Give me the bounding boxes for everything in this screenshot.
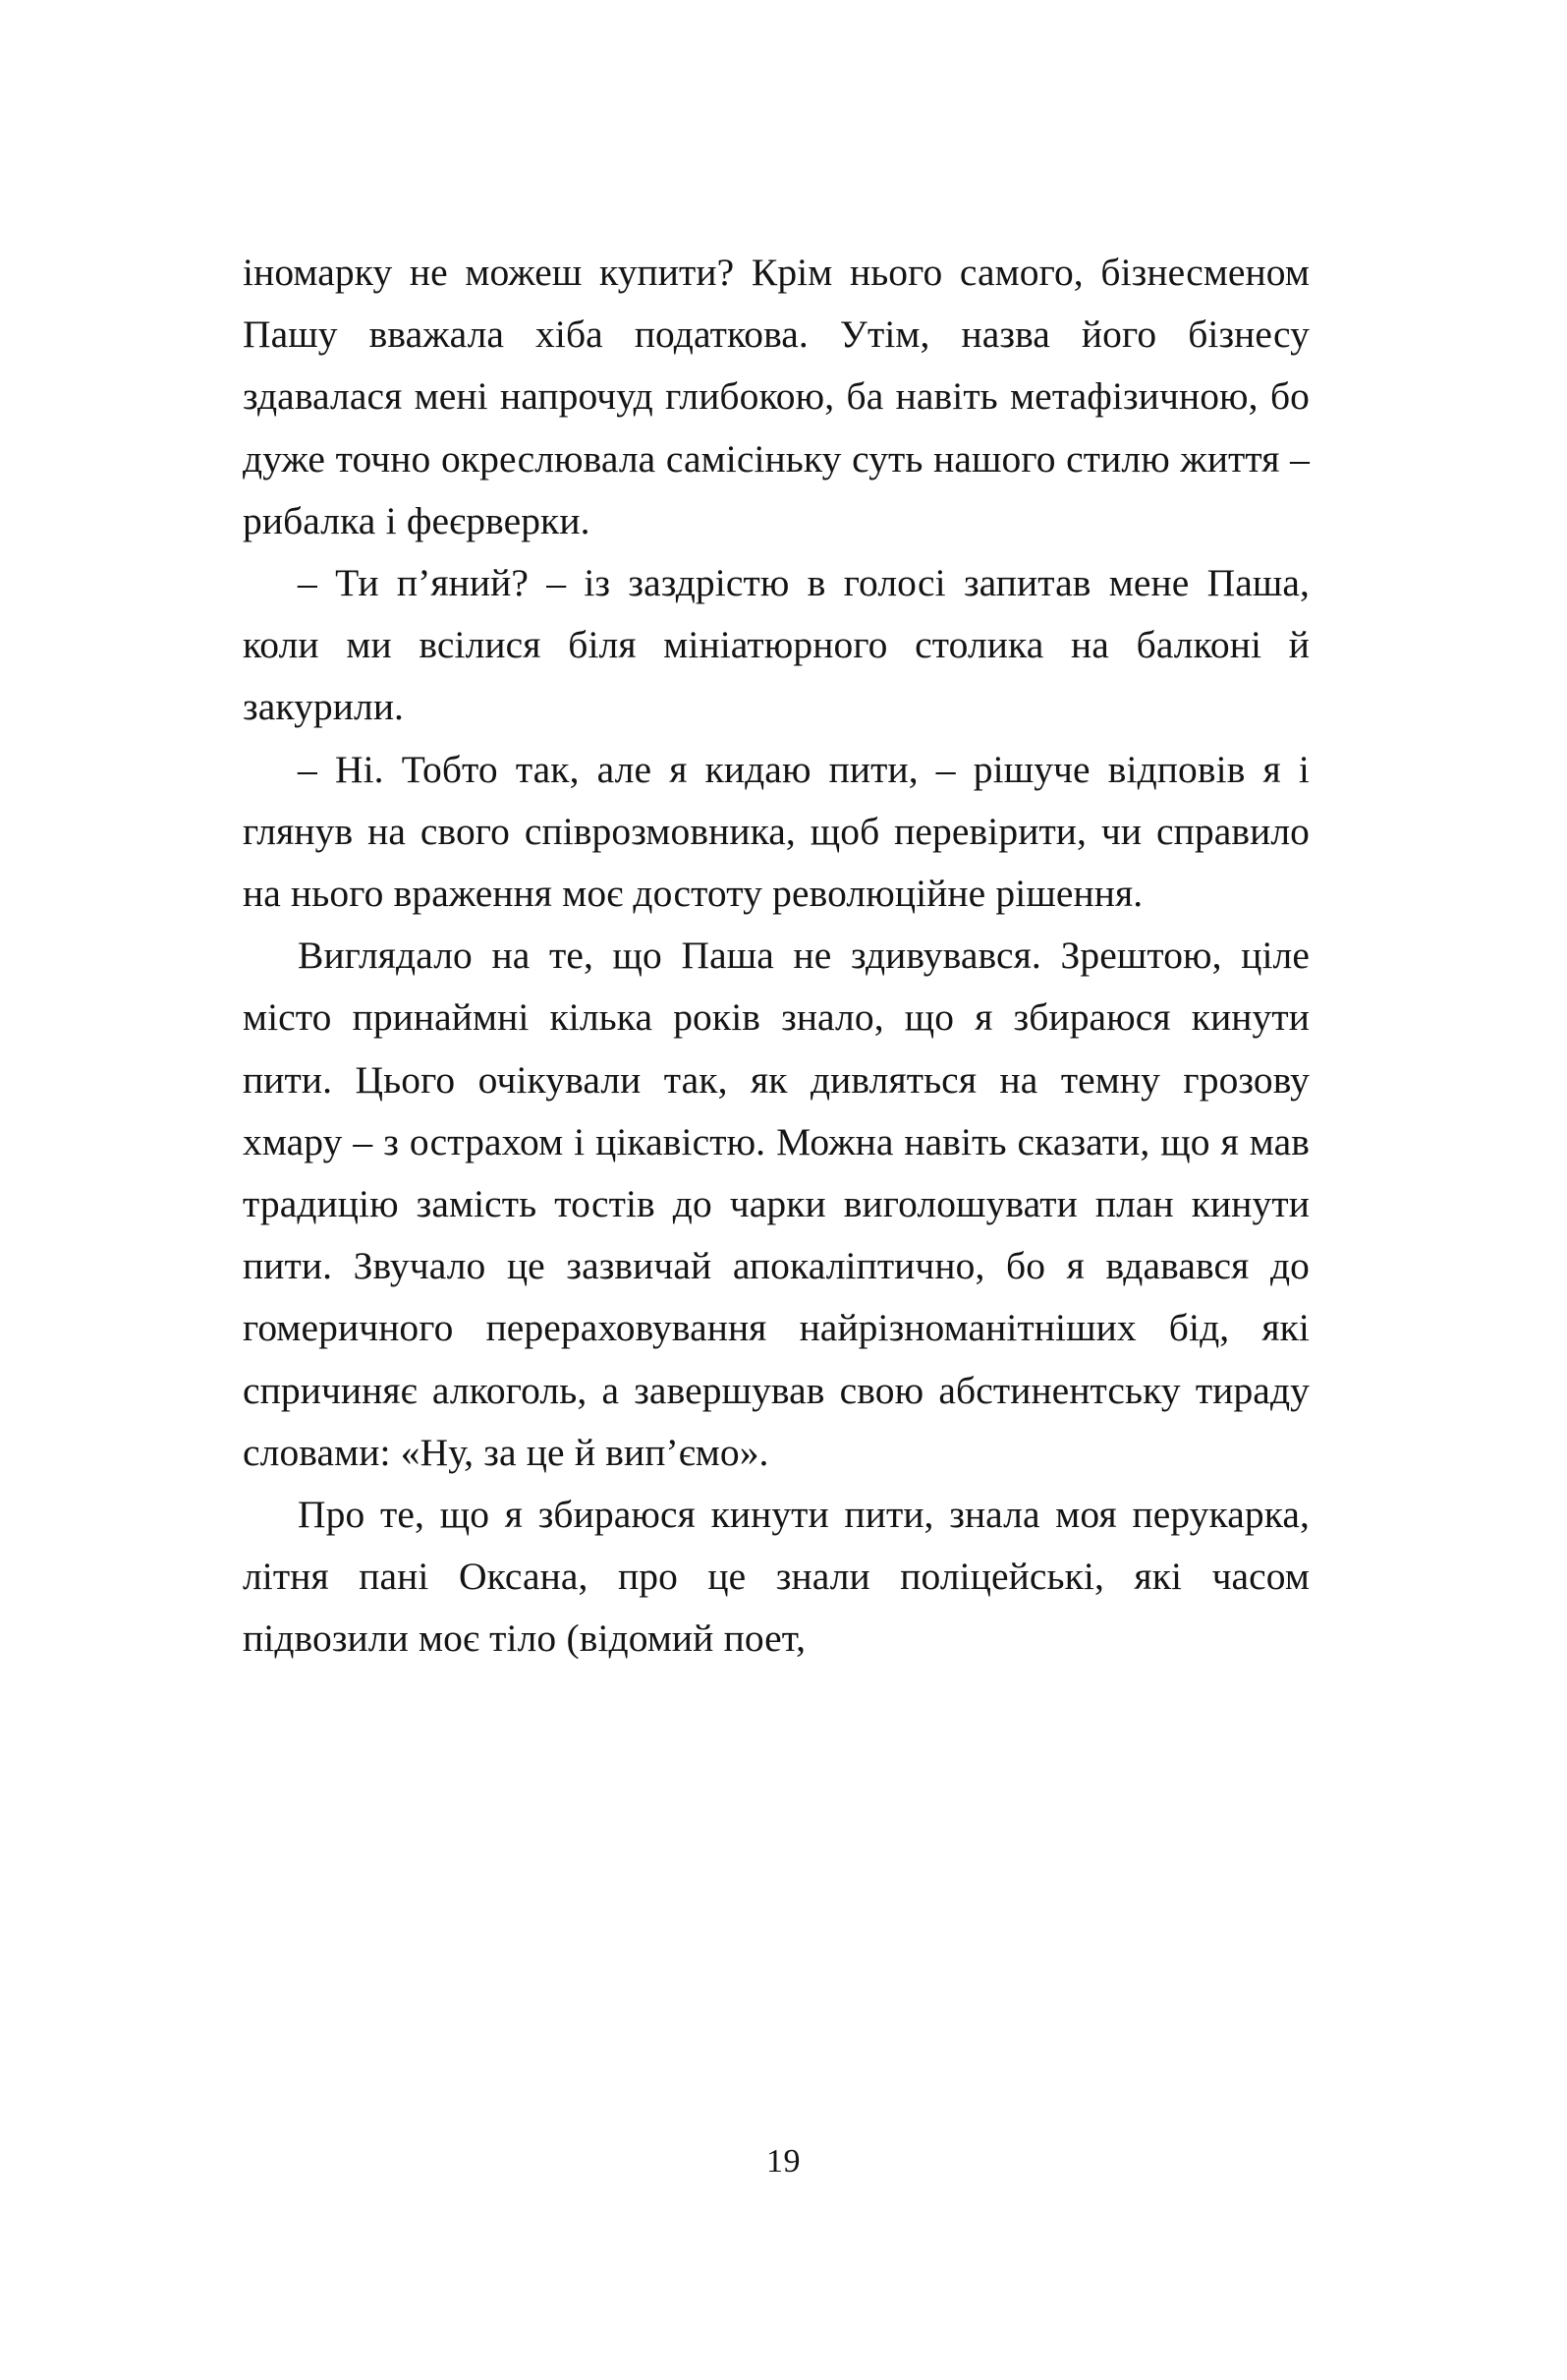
paragraph-5: Про те, що я збираюся кинути пити, знала моя перукарка, літня пані Оксана, про це знали поліцейські, які часом підвозили моє тіло (відомий поет, — [243, 1493, 1310, 1661]
paragraph-3: – Ні. Тобто так, але я кидаю пити, – рішуче відповів я і глянув на свого співрозмовника, щоб перевірити, чи справило на нього враження моє достоту революційне рішення. — [243, 747, 1310, 916]
paragraph-1: іномарку не можеш купити? Крім нього самого, бізнесменом Пашу вважала хіба податкова. Утім, назва його бізнесу здавалася мені напрочуд глибокою, ба навіть метафізичною, бо дуже точно окреслювала самісіньку суть нашого стилю життя – рибалка і феєрверки. — [243, 251, 1310, 542]
page-number: 19 — [766, 2143, 801, 2180]
page-text-block — [243, 242, 1310, 1671]
paragraph-4: Виглядало на те, що Паша не здивувався. Зрештою, ціле місто принаймні кілька років знало, що я збираюся кинути пити. Цього очікували так, як дивляться на темну грозову хмару – з острахом і цікавістю. Можна навіть сказати, що я мав традицію замість тостів до чарки виголошувати план кинути пити. Звучало це зазвичай апокаліптично, бо я вдавався до гомеричного перераховування найрізноманітніших бід, які спричиняє алкоголь, а завершував свою абстинентську тираду словами: «Ну, за це й вип’ємо». — [243, 934, 1310, 1474]
paragraph-2: – Ти п’яний? – із заздрістю в голосі запитав мене Паша, коли ми всілися біля мініатюрного столика на балконі й закурили. — [243, 561, 1310, 729]
